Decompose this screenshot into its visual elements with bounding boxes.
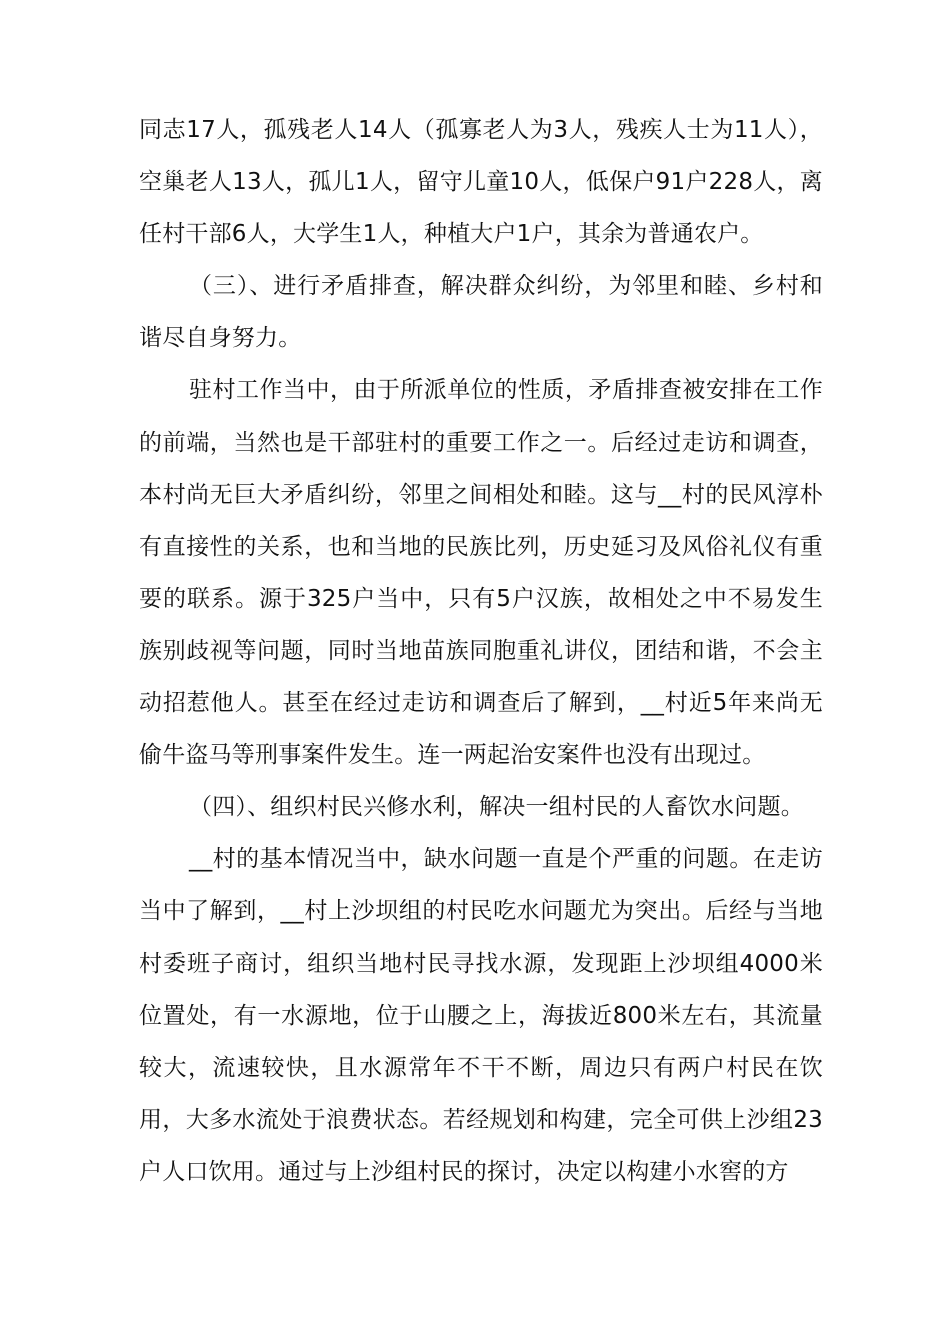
paragraph-water-supply: __村的基本情况当中，缺水问题一直是个严重的问题。在走访当中了解到，__村上沙坝组的村民吃水问题尤为突出。后经与当地村委班子商讨，组织当地村民寻找水源，发现距上沙坝组4000米位置处，有一水源地，位于山腰之上，海拔近800米左右，其流量较大，流速较快，且水源常年不干不断，周边只有两户村民在饮用，大多水流处于浪费状态。若经规划和构建，完全可供上沙组23户人口饮用。通过与上沙组村民的探讨，决定以构建小水窖的方	[139, 846, 823, 1185]
section-heading-3: （三）、进行矛盾排查，解决群众纠纷，为邻里和睦、乡村和谐尽自身努力。	[139, 273, 823, 352]
paragraph-population-stats: 同志17人，孤残老人14人（孤寡老人为3人，残疾人士为11人），空巢老人13人，孤儿1人，留守儿童10人，低保户91户228人，离任村干部6人，大学生1人，种植大户1户，其余为普通农户。	[139, 117, 823, 248]
section-heading-4: （四）、组织村民兴修水利，解决一组村民的人畜饮水问题。	[189, 794, 804, 821]
document-page	[139, 104, 823, 1198]
paragraph-conflict-screening: 驻村工作当中，由于所派单位的性质，矛盾排查被安排在工作的前端，当然也是干部驻村的重要工作之一。后经过走访和调查，本村尚无巨大矛盾纠纷，邻里之间相处和睦。这与__村的民风淳朴有直接性的关系，也和当地的民族比列，历史延习及风俗礼仪有重要的联系。源于325户当中，只有5户汉族，故相处之中不易发生族别歧视等问题，同时当地苗族同胞重礼讲仪，团结和谐，不会主动招惹他人。甚至在经过走访和调查后了解到，__村近5年来尚无偷牛盗马等刑事案件发生。连一两起治安案件也没有出现过。	[139, 377, 823, 769]
